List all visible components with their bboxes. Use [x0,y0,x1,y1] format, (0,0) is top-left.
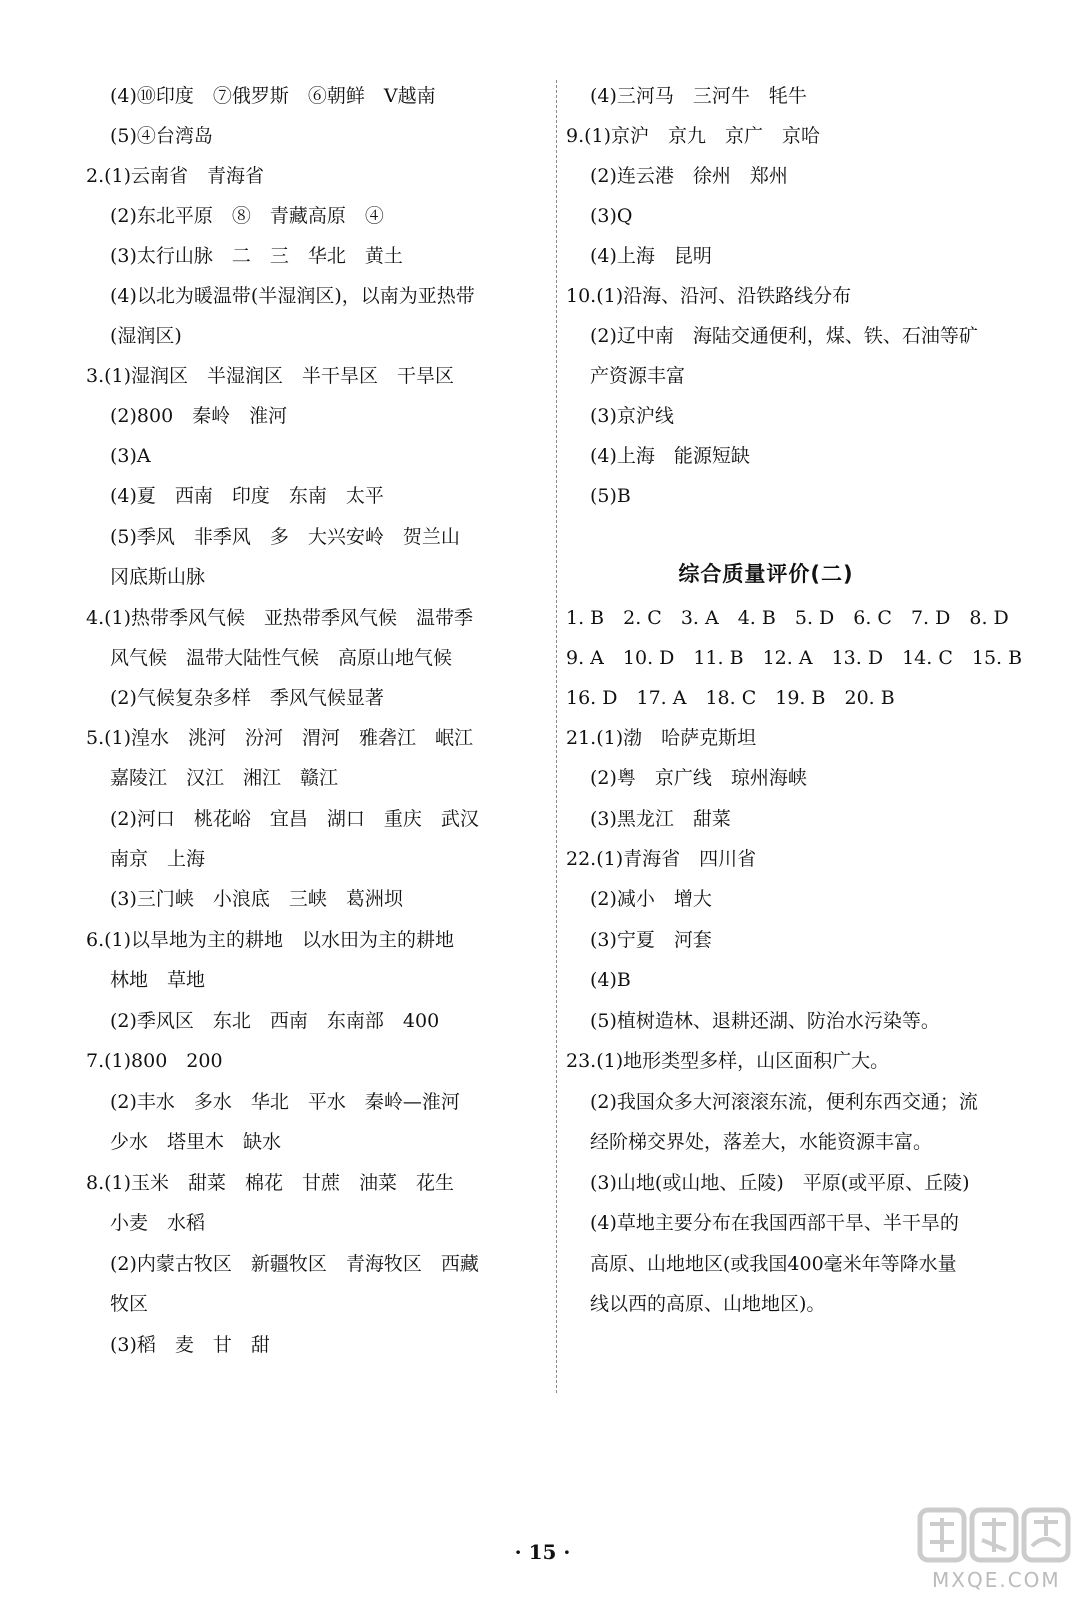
section-title: 综合质量评价(二) [678,562,854,586]
answer-line: 线以西的高原、山地地区)。 [590,1293,826,1315]
answer-line: 6.(1)以旱地为主的耕地 以水田为主的耕地 [86,929,455,951]
answer-line: (4)以北为暖温带(半湿润区)，以南为亚热带 [110,285,475,307]
answer-line: (2)东北平原 ⑧ 青藏高原 ④ [110,205,384,227]
answer-line: (5)④台湾岛 [110,125,213,147]
answer-line: (4)上海 能源短缺 [590,445,750,467]
answer-line: (4)夏 西南 印度 东南 太平 [110,485,384,507]
choice-answers: 1. B 2. C 3. A 4. B 5. D 6. C 7. D 8. D [566,607,1009,629]
answer-line: (2)河口 桃花峪 宜昌 湖口 重庆 武汉 [110,808,479,830]
answer-line: 10.(1)沿海、沿河、沿铁路线分布 [566,285,852,307]
answer-line: 8.(1)玉米 甜菜 棉花 甘蔗 油菜 花生 [86,1172,455,1194]
column-divider [556,80,557,1393]
answer-line: (2)减小 增大 [590,888,712,910]
choice-answers: 9. A 10. D 11. B 12. A 13. D 14. C 15. B [566,647,1023,669]
answer-line: 高原、山地地区(或我国400毫米年等降水量 [590,1253,957,1275]
answer-line: (3)太行山脉 二 三 华北 黄土 [110,245,403,267]
answer-line: 2.(1)云南省 青海省 [86,165,265,187]
answer-line: 22.(1)青海省 四川省 [566,848,757,870]
answer-line: (2)连云港 徐州 郑州 [590,165,788,187]
answer-line: 23.(1)地形类型多样，山区面积广大。 [566,1050,890,1072]
answer-line: (5)植树造林、退耕还湖、防治水污染等。 [590,1010,940,1032]
answer-line: 7.(1)800 200 [86,1050,223,1072]
answer-line: (湿润区) [110,325,182,347]
answer-line: 9.(1)京沪 京九 京广 京哈 [566,125,821,147]
answer-line: (3)山地(或山地、丘陵) 平原(或平原、丘陵) [590,1172,970,1194]
page-number: · 15 · [514,1540,571,1564]
answer-line: 5.(1)湟水 洮河 汾河 渭河 雅砻江 岷江 [86,727,474,749]
answer-line: (2)丰水 多水 华北 平水 秦岭—淮河 [110,1091,460,1113]
watermark-text: MXQE.COM [932,1568,1061,1592]
answer-line: (3)Q [590,205,633,227]
answer-line: (2)粤 京广线 琼州海峡 [590,767,807,789]
answer-line: 南京 上海 [110,848,206,870]
answer-line: (2)内蒙古牧区 新疆牧区 青海牧区 西藏 [110,1253,479,1275]
answer-line: 风气候 温带大陆性气候 高原山地气候 [110,647,453,669]
answer-line: (2)气候复杂多样 季风气候显著 [110,687,384,709]
answer-line: (5)季风 非季风 多 大兴安岭 贺兰山 [110,526,460,548]
answer-line: (3)京沪线 [590,405,674,427]
answer-line: (2)季风区 东北 西南 东南部 400 [110,1010,440,1032]
answer-line: 21.(1)渤 哈萨克斯坦 [566,727,757,749]
answer-line: 3.(1)湿润区 半湿润区 半干旱区 干旱区 [86,365,455,387]
answer-line: 牧区 [110,1293,149,1315]
answer-line: (4)⑩印度 ⑦俄罗斯 ⑥朝鲜 Ⅴ越南 [110,85,436,107]
answer-line: (4)草地主要分布在我国西部干旱、半干旱的 [590,1212,959,1234]
answer-line: 林地 草地 [110,969,206,991]
answer-line: (2)800 秦岭 淮河 [110,405,288,427]
answer-line: 嘉陵江 汉江 湘江 赣江 [110,767,339,789]
answer-line: 少水 塔里木 缺水 [110,1131,282,1153]
answer-line: 产资源丰富 [590,365,686,387]
answer-line: (3)三门峡 小浪底 三峡 葛洲坝 [110,888,403,910]
answer-line: 小麦 水稻 [110,1212,206,1234]
answer-line: 经阶梯交界处，落差大，水能资源丰富。 [590,1131,933,1153]
answer-line: (2)辽中南 海陆交通便利，煤、铁、石油等矿 [590,325,978,347]
answer-line: (5)B [590,485,631,507]
answer-line: (4)B [590,969,631,991]
answer-line: (4)上海 昆明 [590,245,712,267]
answer-line: (3)黑龙江 甜菜 [590,808,731,830]
answer-line: 冈底斯山脉 [110,566,206,588]
answer-line: (2)我国众多大河滚滚东流，便利东西交通；流 [590,1091,978,1113]
choice-answers: 16. D 17. A 18. C 19. B 20. B [566,687,895,709]
answer-line: (4)三河马 三河牛 牦牛 [590,85,807,107]
answer-line: (3)稻 麦 甘 甜 [110,1334,270,1356]
answer-line: 4.(1)热带季风气候 亚热带季风气候 温带季 [86,607,474,629]
answer-line: (3)A [110,445,151,467]
answer-line: (3)宁夏 河套 [590,929,712,951]
